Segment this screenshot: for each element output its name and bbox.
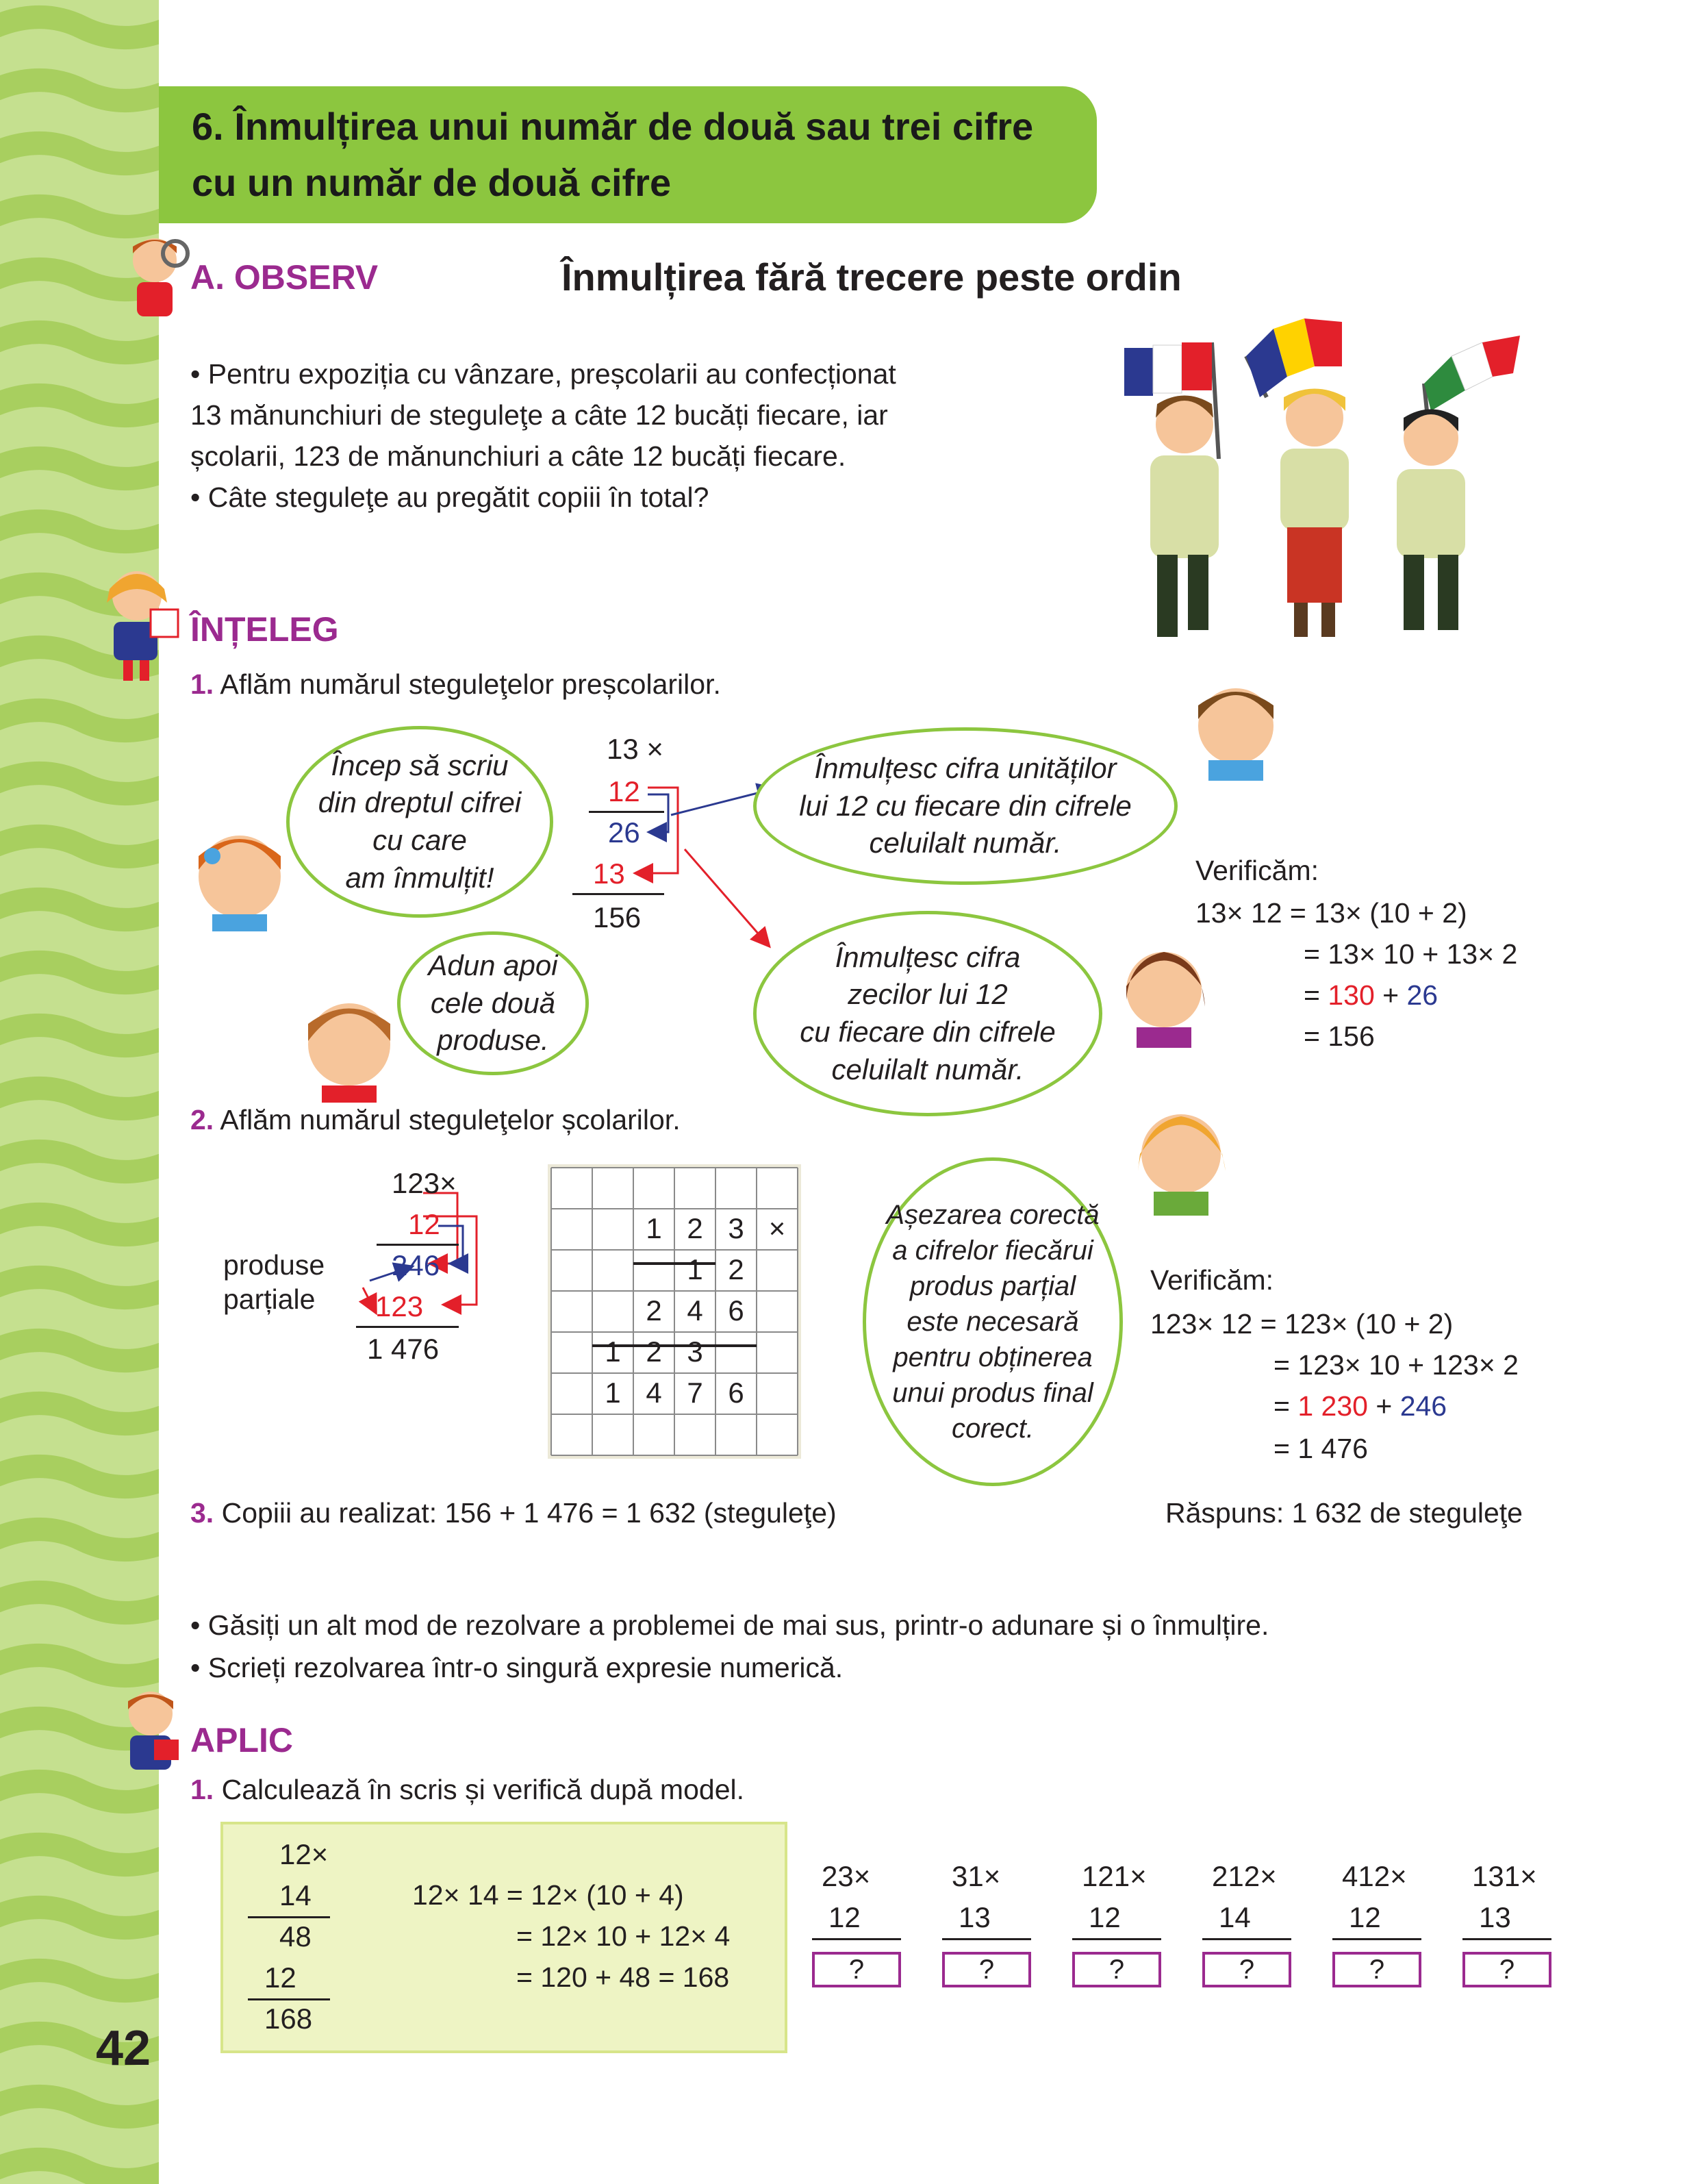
exercise-factor1: 412× (1342, 1860, 1407, 1892)
grid-cell: 6 (728, 1377, 744, 1409)
verif2-line2: = 123× 10 + 123× 2 (1274, 1349, 1519, 1381)
grid-cell: 1 (646, 1212, 662, 1244)
verif2-label: Verificăm: (1150, 1264, 1274, 1296)
boy-face-left-illustration (294, 986, 404, 1103)
verif1-label: Verificăm: (1195, 855, 1319, 886)
boy-writing-icon (113, 1685, 188, 1774)
grid-cell: 4 (646, 1377, 662, 1409)
grid-cell: × (768, 1212, 786, 1244)
exercise-answer-box[interactable]: ? (812, 1952, 901, 1987)
model-factor1: 12× (279, 1838, 329, 1870)
mult2-factor1: 123× (392, 1167, 457, 1199)
aplic-step1-number: 1. (190, 1774, 214, 1805)
exercise-factor1: 212× (1212, 1860, 1277, 1892)
exercise-bullet1: • Găsiți un alt mod de rezolvare a problemei de mai sus, printr-o adunare și o înmulțire. (190, 1609, 1269, 1641)
step2-text: Aflăm numărul steguleţelor școlarilor. (220, 1104, 681, 1135)
grid-cell: 3 (728, 1212, 744, 1244)
grid-cell: 1 (605, 1335, 621, 1368)
observ-subtitle: Înmulțirea fără trecere peste ordin (561, 255, 1182, 299)
exercise-factor2: 13 (959, 1901, 991, 1933)
exercise-factor2: 12 (1089, 1901, 1121, 1933)
mult1-partial2: 13 (593, 857, 625, 890)
speech-bubble-start-writing: Încep să scriu din dreptul cifrei cu care am înmulțit! (286, 726, 553, 918)
grid-cell: 2 (728, 1253, 744, 1285)
mult1-factor1: 13 × (607, 733, 663, 765)
model-partial1: 48 (279, 1920, 312, 1953)
exercise-factor1: 23× (822, 1860, 871, 1892)
model-result: 168 (264, 2003, 313, 2035)
observ-text-line2: 13 mănunchiuri de steguleţe a câte 12 bucăți fiecare, iar (190, 399, 888, 431)
grid-cell: 2 (687, 1212, 703, 1244)
squared-paper-grid (548, 1164, 801, 1459)
mult1-factor2: 12 (608, 775, 640, 807)
speech-bubble-correct-placement: Așezarea corectă a cifrelor fiecărui produs parțial este necesară pentru obținerea unui produs final corect. (863, 1157, 1123, 1486)
exercise-answer-box[interactable]: ? (1332, 1952, 1421, 1987)
speech-bubble-tens-digit: Înmulțesc cifra zecilor lui 12 cu fiecare din cifrele celuilalt număr. (753, 911, 1102, 1116)
exercise-rule (942, 1938, 1031, 1940)
observ-text-line3: școlarii, 123 de mănunchiuri a câte 12 bucăți fiecare. (190, 440, 846, 472)
girl-face-right-illustration (1109, 931, 1212, 1048)
exercise-rule (812, 1938, 901, 1940)
aplic-heading: APLIC (190, 1721, 293, 1759)
partial-products-label2: parțiale (223, 1283, 316, 1315)
model-rule-top (248, 1916, 330, 1918)
answer-text: Răspuns: 1 632 de steguleţe (1165, 1497, 1523, 1529)
exercise-factor2: 13 (1479, 1901, 1511, 1933)
step3-number: 3. (190, 1497, 214, 1529)
mult2-rule-bottom (356, 1326, 459, 1328)
grid-cell: 4 (687, 1294, 703, 1327)
inteleg-heading: ÎNȚELEG (190, 610, 339, 649)
girl-face-bottom-illustration (1123, 1096, 1239, 1219)
exercise-rule (1462, 1938, 1551, 1940)
exercise-factor1: 31× (952, 1860, 1001, 1892)
speech-bubble-units-digit: Înmulțesc cifra unităților lui 12 cu fiecare din cifrele celuilalt număr. (753, 727, 1178, 885)
worked-example-box (220, 1822, 787, 2053)
model-rule-bottom (248, 1998, 330, 2000)
grid-cell: 1 (687, 1253, 703, 1285)
lesson-title-line2: cu un număr de două cifre (192, 161, 672, 204)
aplic-step1-text: Calculează în scris și verifică după model. (221, 1774, 744, 1805)
verif1-line4: = 156 (1304, 1020, 1375, 1052)
grid-cell: 2 (646, 1335, 662, 1368)
verif2-line1: 123× 12 = 123× (10 + 2) (1150, 1308, 1454, 1340)
page-number: 42 (96, 2021, 151, 2076)
partial-products-label1: produse (223, 1249, 325, 1281)
observ-text-line1: • Pentru expoziția cu vânzare, preșcolarii au confecționat (190, 358, 896, 390)
model-check-line2: = 12× 10 + 12× 4 (516, 1920, 731, 1952)
exercise-rule (1072, 1938, 1161, 1940)
grid-cell: 7 (687, 1377, 703, 1409)
exercise-answer-box[interactable]: ? (1072, 1952, 1161, 1987)
exercise-bullet2: • Scrieți rezolvarea într-o singură expresie numerică. (190, 1652, 844, 1683)
observ-question: • Câte steguleţe au pregătit copiii în total? (190, 481, 709, 513)
mult1-result: 156 (593, 901, 642, 933)
grid-cell: 1 (605, 1377, 621, 1409)
grid-cell: 3 (687, 1335, 703, 1368)
step1-text: Aflăm numărul steguleţelor preșcolarilor. (220, 668, 721, 700)
lesson-title-line1: 6. Înmulțirea unui număr de două sau trei cifre (192, 105, 1034, 148)
verif2-line3: = 1 230 + 246 (1274, 1390, 1447, 1422)
mult2-result: 1 476 (367, 1333, 440, 1365)
mult2-partial1: 246 (392, 1249, 440, 1281)
mult2-partial2: 123 (375, 1290, 424, 1322)
exercise-answer-box[interactable]: ? (942, 1952, 1031, 1987)
model-check-line1: 12× 14 = 12× (10 + 4) (412, 1879, 684, 1911)
step3-text: Copiii au realizat: 156 + 1 476 = 1 632 (steguleţe) (221, 1497, 837, 1529)
step1-number: 1. (190, 668, 214, 700)
exercise-factor2: 12 (1349, 1901, 1381, 1933)
grid-cell: 6 (728, 1294, 744, 1327)
exercise-rule (1202, 1938, 1291, 1940)
step2-number: 2. (190, 1104, 214, 1135)
exercise-factor1: 121× (1082, 1860, 1147, 1892)
model-check-line3: = 120 + 48 = 168 (516, 1961, 730, 1993)
exercise-rule (1332, 1938, 1421, 1940)
verif1-line1: 13× 12 = 13× (10 + 2) (1195, 897, 1467, 929)
speech-bubble-add-products: Adun apoi cele două produse. (397, 931, 589, 1075)
mult2-rule-top (377, 1244, 459, 1246)
verif2-line4: = 1 476 (1274, 1433, 1368, 1464)
mult1-partial1: 26 (608, 816, 640, 849)
verif1-line3: = 130 + 26 (1304, 979, 1439, 1011)
model-partial2: 12 (264, 1961, 296, 1994)
mult2-factor2: 12 (408, 1208, 440, 1240)
exercise-factor2: 12 (828, 1901, 861, 1933)
exercise-factor1: 131× (1472, 1860, 1537, 1892)
model-factor2: 14 (279, 1879, 312, 1911)
exercise-answer-box[interactable]: ? (1462, 1952, 1551, 1987)
exercise-answer-box[interactable]: ? (1202, 1952, 1291, 1987)
verif1-line2: = 13× 10 + 13× 2 (1304, 938, 1518, 970)
exercise-factor2: 14 (1219, 1901, 1251, 1933)
grid-cell: 2 (646, 1294, 662, 1327)
boy-face-top-illustration (1184, 671, 1287, 781)
observ-heading: A. OBSERV (190, 258, 379, 297)
